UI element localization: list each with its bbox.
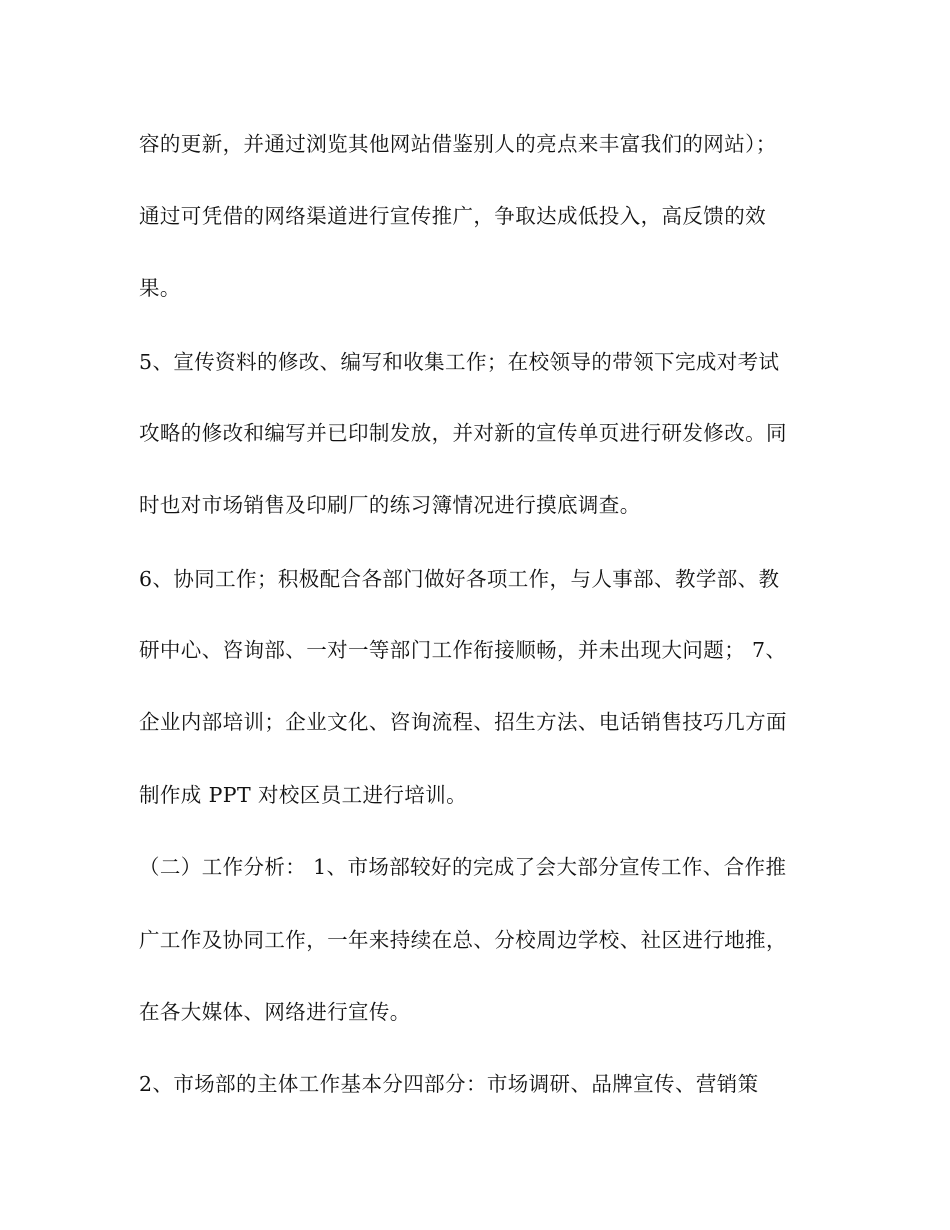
text-line-10: 制作成 PPT 对校区员工进行培训。	[139, 783, 467, 807]
text-line-5: 攻略的修改和编写并已印制发放，并对新的宣传单页进行研发修改。同	[139, 421, 787, 445]
text-line-13: 在各大媒体、网络进行宣传。	[139, 1000, 411, 1024]
text-line-3: 果。	[139, 276, 181, 300]
text-line-14: 2、市场部的主体工作基本分四部分：市场调研、品牌宣传、营销策	[139, 1072, 759, 1096]
text-line-7: 6、协同工作；积极配合各部门做好各项工作，与人事部、教学部、教	[139, 567, 780, 591]
text-line-1: 容的更新，并通过浏览其他网站借鉴别人的亮点来丰富我们的网站）；	[139, 132, 777, 156]
text-line-6: 时也对市场销售及印刷厂的练习簿情况进行摸底调查。	[139, 493, 641, 517]
text-line-12: 广工作及协同工作，一年来持续在总、分校周边学校、社区进行地推，	[139, 928, 787, 952]
text-line-8: 研中心、咨询部、一对一等部门工作衔接顺畅，并未出现大问题； 7、	[139, 638, 787, 662]
text-line-4: 5、宣传资料的修改、编写和收集工作；在校领导的带领下完成对考试	[139, 350, 780, 374]
text-line-9: 企业内部培训；企业文化、咨询流程、招生方法、电话销售技巧几方面	[139, 710, 787, 734]
text-line-2: 通过可凭借的网络渠道进行宣传推广，争取达成低投入，高反馈的效	[139, 204, 766, 228]
text-line-11: （二）工作分析： 1、市场部较好的完成了会大部分宣传工作、合作推	[139, 855, 787, 879]
